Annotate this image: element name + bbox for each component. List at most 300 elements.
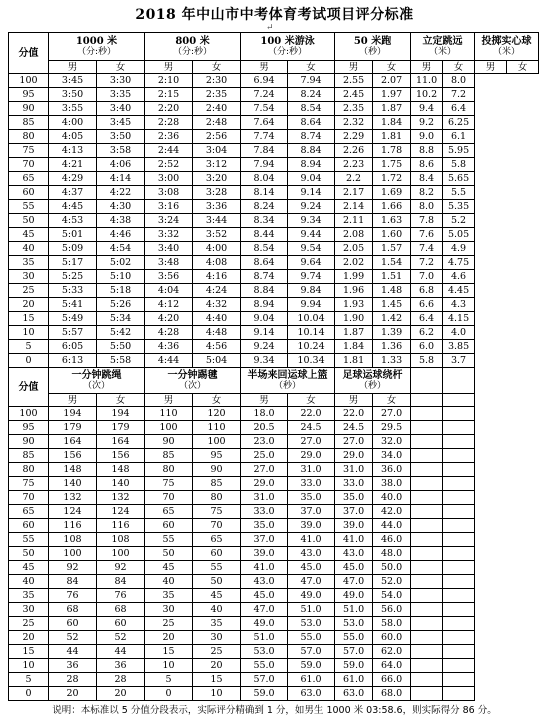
event-name: 足球运球绕杆 <box>342 369 403 381</box>
section1-header-row <box>9 33 539 61</box>
table-cell: 41.0 <box>241 561 288 575</box>
table-cell: 9.74 <box>288 270 335 284</box>
table-cell: 5:01 <box>49 228 97 242</box>
table-cell: 49.0 <box>335 589 373 603</box>
table-cell: 50 <box>145 547 193 561</box>
event-header <box>411 33 475 61</box>
table-cell: 2.07 <box>373 74 411 88</box>
table-cell: 2:30 <box>193 74 241 88</box>
table-cell: 4:38 <box>97 214 145 228</box>
table-cell: 36.0 <box>373 463 411 477</box>
table-row <box>9 687 539 701</box>
table-cell: 2:28 <box>145 116 193 130</box>
table-cell: 3:28 <box>193 186 241 200</box>
event-unit: （分:秒） <box>173 46 213 57</box>
table-cell: 20 <box>145 631 193 645</box>
table-cell: 4:28 <box>145 326 193 340</box>
score-cell: 30 <box>9 603 49 617</box>
score-cell: 5 <box>9 673 49 687</box>
score-cell: 55 <box>9 200 49 214</box>
table-cell: 11.0 <box>411 74 443 88</box>
table-row <box>9 312 539 326</box>
table-cell: 84 <box>97 575 145 589</box>
table-cell: 2.26 <box>335 144 373 158</box>
table-row <box>9 603 539 617</box>
table-cell: 5.5 <box>443 186 475 200</box>
event-header <box>241 368 335 394</box>
table-cell: 4.0 <box>443 326 475 340</box>
event-unit: （米） <box>429 46 457 57</box>
table-cell: 2.2 <box>335 172 373 186</box>
score-cell: 60 <box>9 186 49 200</box>
table-row <box>9 284 539 298</box>
empty-cell <box>443 603 475 617</box>
table-cell: 8.54 <box>288 102 335 116</box>
table-cell: 3:40 <box>145 242 193 256</box>
table-cell: 65 <box>145 505 193 519</box>
gender-male-label: 男 <box>241 394 288 407</box>
gender-male-label: 男 <box>335 61 373 74</box>
table-cell: 120 <box>193 407 241 421</box>
table-cell: 5:09 <box>49 242 97 256</box>
empty-cell <box>443 394 475 407</box>
table-cell: 5:49 <box>49 312 97 326</box>
table-cell: 9.54 <box>288 242 335 256</box>
score-cell: 50 <box>9 214 49 228</box>
score-cell: 100 <box>9 407 49 421</box>
table-cell: 24.5 <box>335 421 373 435</box>
table-cell: 3:40 <box>97 102 145 116</box>
table-cell: 75 <box>193 505 241 519</box>
table-cell: 110 <box>193 421 241 435</box>
table-cell: 68.0 <box>373 687 411 701</box>
score-cell: 60 <box>9 519 49 533</box>
event-name: 一分钟跳绳 <box>71 369 122 381</box>
table-cell: 37.0 <box>288 505 335 519</box>
table-cell: 5:57 <box>49 326 97 340</box>
table-cell: 20 <box>49 687 97 701</box>
table-cell: 9.2 <box>411 116 443 130</box>
score-cell: 35 <box>9 256 49 270</box>
table-cell: 27.0 <box>241 463 288 477</box>
table-cell: 148 <box>97 463 145 477</box>
score-cell: 50 <box>9 547 49 561</box>
table-cell: 9.44 <box>288 228 335 242</box>
table-cell: 43.0 <box>288 547 335 561</box>
table-cell: 35 <box>145 589 193 603</box>
table-cell: 10.2 <box>411 88 443 102</box>
table-cell: 20 <box>97 687 145 701</box>
table-cell: 48.0 <box>373 547 411 561</box>
table-cell: 31.0 <box>241 491 288 505</box>
table-cell: 6.2 <box>411 326 443 340</box>
table-row <box>9 88 539 102</box>
table-cell: 2.08 <box>335 228 373 242</box>
table-row <box>9 144 539 158</box>
empty-cell <box>411 561 443 575</box>
table-cell: 4:48 <box>193 326 241 340</box>
empty-cell <box>443 617 475 631</box>
table-row <box>9 228 539 242</box>
table-cell: 7.64 <box>241 116 288 130</box>
table-cell: 5:42 <box>97 326 145 340</box>
table-cell: 2.14 <box>335 200 373 214</box>
table-cell: 140 <box>97 477 145 491</box>
table-row <box>9 589 539 603</box>
table-row <box>9 491 539 505</box>
empty-cell <box>443 491 475 505</box>
paragraph-mark-icon: ↵ <box>266 23 274 33</box>
table-cell: 25 <box>145 617 193 631</box>
table-cell: 18.0 <box>241 407 288 421</box>
table-row <box>9 186 539 200</box>
table-cell: 5:18 <box>97 284 145 298</box>
score-column-header: 分值 <box>9 33 49 74</box>
table-cell: 1.87 <box>373 102 411 116</box>
table-cell: 108 <box>49 533 97 547</box>
empty-cell <box>411 505 443 519</box>
score-column-header: 分值 <box>9 368 49 407</box>
table-cell: 2:35 <box>193 88 241 102</box>
footnote: 说明：本标准以 5 分值分段表示，实际评分精确到 1 分，如男生 1000 米 03:58.6，则实际得分 86 分。 <box>52 705 497 716</box>
table-row <box>9 673 539 687</box>
score-cell: 40 <box>9 575 49 589</box>
table-cell: 2.29 <box>335 130 373 144</box>
table-cell: 10.14 <box>288 326 335 340</box>
event-name: 100 米游泳 <box>260 35 315 47</box>
table-cell: 8.24 <box>241 200 288 214</box>
table-cell: 7.74 <box>241 130 288 144</box>
score-cell: 5 <box>9 340 49 354</box>
table-cell: 148 <box>49 463 97 477</box>
table-cell: 1.66 <box>373 200 411 214</box>
table-cell: 7.0 <box>411 270 443 284</box>
table-cell: 42.0 <box>373 505 411 519</box>
table-cell: 3:04 <box>193 144 241 158</box>
empty-cell <box>443 421 475 435</box>
table-cell: 1.54 <box>373 256 411 270</box>
empty-cell <box>443 505 475 519</box>
table-cell: 1.33 <box>373 354 411 368</box>
table-row <box>9 298 539 312</box>
event-unit: （秒） <box>359 380 387 391</box>
table-cell: 5:34 <box>97 312 145 326</box>
score-cell: 15 <box>9 645 49 659</box>
empty-cell <box>411 645 443 659</box>
score-cell: 90 <box>9 102 49 116</box>
empty-cell <box>443 449 475 463</box>
table-cell: 60.0 <box>373 631 411 645</box>
gender-male-label: 男 <box>335 394 373 407</box>
table-cell: 61.0 <box>288 673 335 687</box>
table-cell: 31.0 <box>335 463 373 477</box>
table-cell: 2.17 <box>335 186 373 200</box>
event-unit: （分:秒） <box>268 46 308 57</box>
table-row <box>9 659 539 673</box>
table-cell: 5:02 <box>97 256 145 270</box>
score-cell: 80 <box>9 130 49 144</box>
table-cell: 7.94 <box>288 74 335 88</box>
table-row <box>9 449 539 463</box>
gender-female-label: 女 <box>193 394 241 407</box>
empty-cell <box>411 421 443 435</box>
table-cell: 32.0 <box>373 435 411 449</box>
table-cell: 164 <box>49 435 97 449</box>
table-cell: 100 <box>193 435 241 449</box>
table-row <box>9 116 539 130</box>
empty-cell <box>443 575 475 589</box>
table-row <box>9 617 539 631</box>
score-standard-table <box>8 32 539 701</box>
table-cell: 5:10 <box>97 270 145 284</box>
table-cell: 4.3 <box>443 298 475 312</box>
score-cell: 65 <box>9 505 49 519</box>
table-cell: 5:58 <box>97 354 145 368</box>
table-cell: 100 <box>145 421 193 435</box>
gender-male-label: 男 <box>411 61 443 74</box>
table-row <box>9 547 539 561</box>
gender-male-label: 男 <box>49 61 97 74</box>
score-cell: 30 <box>9 270 49 284</box>
table-cell: 4:46 <box>97 228 145 242</box>
table-cell: 54.0 <box>373 589 411 603</box>
table-cell: 1.60 <box>373 228 411 242</box>
table-cell: 6.94 <box>241 74 288 88</box>
table-cell: 179 <box>49 421 97 435</box>
event-unit: （次） <box>179 380 207 391</box>
gender-female-label: 女 <box>288 61 335 74</box>
table-cell: 8.8 <box>411 144 443 158</box>
empty-cell <box>411 687 443 701</box>
empty-cell <box>411 617 443 631</box>
table-cell: 7.24 <box>241 88 288 102</box>
table-cell: 35 <box>193 617 241 631</box>
score-cell: 0 <box>9 354 49 368</box>
table-cell: 100 <box>97 547 145 561</box>
table-cell: 194 <box>49 407 97 421</box>
table-cell: 56.0 <box>373 603 411 617</box>
table-cell: 4:29 <box>49 172 97 186</box>
score-cell: 25 <box>9 617 49 631</box>
table-row <box>9 421 539 435</box>
table-cell: 29.0 <box>288 449 335 463</box>
table-cell: 55 <box>145 533 193 547</box>
table-cell: 8.4 <box>411 172 443 186</box>
empty-cell <box>443 645 475 659</box>
table-cell: 3:36 <box>193 200 241 214</box>
table-cell: 1.36 <box>373 340 411 354</box>
table-cell: 60 <box>193 547 241 561</box>
table-cell: 3:30 <box>97 74 145 88</box>
table-cell: 92 <box>49 561 97 575</box>
table-cell: 4:05 <box>49 130 97 144</box>
table-cell: 5 <box>145 673 193 687</box>
table-cell: 3:58 <box>97 144 145 158</box>
table-cell: 1.39 <box>373 326 411 340</box>
gender-female-label: 女 <box>288 394 335 407</box>
gender-female-label: 女 <box>373 394 411 407</box>
table-cell: 4:00 <box>193 242 241 256</box>
table-cell: 45 <box>145 561 193 575</box>
table-cell: 6.6 <box>411 298 443 312</box>
table-cell: 33.0 <box>241 505 288 519</box>
table-cell: 4:24 <box>193 284 241 298</box>
event-header <box>145 33 241 61</box>
table-cell: 92 <box>97 561 145 575</box>
score-cell: 80 <box>9 463 49 477</box>
table-cell: 70 <box>193 519 241 533</box>
score-cell: 45 <box>9 228 49 242</box>
table-cell: 36 <box>49 659 97 673</box>
table-cell: 132 <box>49 491 97 505</box>
table-cell: 64.0 <box>373 659 411 673</box>
empty-cell <box>411 533 443 547</box>
table-cell: 8.84 <box>288 144 335 158</box>
table-cell: 3.7 <box>443 354 475 368</box>
table-row <box>9 270 539 284</box>
table-cell: 30 <box>145 603 193 617</box>
table-cell: 5.65 <box>443 172 475 186</box>
table-cell: 2:52 <box>145 158 193 172</box>
gender-female-label: 女 <box>507 61 539 74</box>
table-cell: 41.0 <box>288 533 335 547</box>
table-cell: 7.2 <box>411 256 443 270</box>
table-cell: 1.90 <box>335 312 373 326</box>
table-cell: 10.04 <box>288 312 335 326</box>
score-cell: 100 <box>9 74 49 88</box>
table-cell: 61.0 <box>335 673 373 687</box>
table-cell: 68 <box>97 603 145 617</box>
table-cell: 80 <box>145 463 193 477</box>
section1-gender-row <box>9 61 539 74</box>
table-cell: 30 <box>193 631 241 645</box>
event-unit: （秒） <box>359 46 387 57</box>
score-cell: 95 <box>9 88 49 102</box>
table-cell: 1.63 <box>373 214 411 228</box>
table-cell: 5.35 <box>443 200 475 214</box>
table-row <box>9 575 539 589</box>
empty-cell <box>411 673 443 687</box>
table-cell: 33.0 <box>288 477 335 491</box>
table-cell: 76 <box>49 589 97 603</box>
table-cell: 3:32 <box>145 228 193 242</box>
score-cell: 20 <box>9 631 49 645</box>
empty-cell <box>411 631 443 645</box>
empty-cell <box>443 631 475 645</box>
table-cell: 3:52 <box>193 228 241 242</box>
table-cell: 8.14 <box>241 186 288 200</box>
table-cell: 1.78 <box>373 144 411 158</box>
table-row <box>9 256 539 270</box>
table-cell: 6.4 <box>411 312 443 326</box>
table-cell: 53.0 <box>288 617 335 631</box>
table-cell: 7.94 <box>241 158 288 172</box>
table-cell: 52.0 <box>373 575 411 589</box>
table-cell: 0 <box>145 687 193 701</box>
empty-cell <box>411 435 443 449</box>
table-cell: 194 <box>97 407 145 421</box>
table-cell: 4:30 <box>97 200 145 214</box>
event-header <box>49 368 145 394</box>
table-cell: 1.72 <box>373 172 411 186</box>
table-cell: 2:40 <box>193 102 241 116</box>
table-cell: 29.0 <box>241 477 288 491</box>
table-cell: 44 <box>97 645 145 659</box>
table-cell: 3:50 <box>49 88 97 102</box>
score-cell: 90 <box>9 435 49 449</box>
event-unit: （米） <box>493 46 521 57</box>
table-cell: 39.0 <box>241 547 288 561</box>
table-cell: 4:54 <box>97 242 145 256</box>
event-name: 半场来回运球上篮 <box>247 369 328 381</box>
table-cell: 43.0 <box>241 575 288 589</box>
table-row <box>9 200 539 214</box>
table-cell: 3:50 <box>97 130 145 144</box>
table-cell: 9.14 <box>241 326 288 340</box>
table-cell: 40 <box>193 603 241 617</box>
score-cell: 10 <box>9 326 49 340</box>
table-cell: 108 <box>97 533 145 547</box>
table-cell: 3:35 <box>97 88 145 102</box>
table-cell: 4:04 <box>145 284 193 298</box>
table-cell: 156 <box>97 449 145 463</box>
table-cell: 2.35 <box>335 102 373 116</box>
table-cell: 3:08 <box>145 186 193 200</box>
table-cell: 95 <box>193 449 241 463</box>
table-cell: 4:36 <box>145 340 193 354</box>
table-cell: 76 <box>97 589 145 603</box>
table-cell: 50 <box>193 575 241 589</box>
table-cell: 22.0 <box>335 407 373 421</box>
empty-cell <box>443 673 475 687</box>
table-cell: 8.44 <box>241 228 288 242</box>
table-cell: 63.0 <box>335 687 373 701</box>
table-cell: 45.0 <box>241 589 288 603</box>
table-cell: 2.45 <box>335 88 373 102</box>
score-cell: 70 <box>9 158 49 172</box>
table-cell: 52 <box>49 631 97 645</box>
table-cell: 8.74 <box>288 130 335 144</box>
table-cell: 1.51 <box>373 270 411 284</box>
table-cell: 1.45 <box>373 298 411 312</box>
table-cell: 66.0 <box>373 673 411 687</box>
score-cell: 15 <box>9 312 49 326</box>
table-cell: 57.0 <box>288 645 335 659</box>
table-cell: 5:41 <box>49 298 97 312</box>
event-header <box>475 33 539 61</box>
table-cell: 9.0 <box>411 130 443 144</box>
table-row <box>9 435 539 449</box>
table-cell: 15 <box>193 673 241 687</box>
table-cell: 164 <box>97 435 145 449</box>
table-cell: 7.54 <box>241 102 288 116</box>
table-cell: 8.84 <box>241 284 288 298</box>
table-cell: 27.0 <box>373 407 411 421</box>
score-cell: 0 <box>9 687 49 701</box>
table-cell: 62.0 <box>373 645 411 659</box>
table-cell: 38.0 <box>373 477 411 491</box>
empty-cell <box>411 491 443 505</box>
table-cell: 27.0 <box>288 435 335 449</box>
table-cell: 3:12 <box>193 158 241 172</box>
event-name: 1000 米 <box>75 35 118 47</box>
gender-female-label: 女 <box>97 394 145 407</box>
table-cell: 1.48 <box>373 284 411 298</box>
table-row <box>9 477 539 491</box>
table-cell: 27.0 <box>335 435 373 449</box>
table-cell: 8.6 <box>411 158 443 172</box>
table-cell: 9.04 <box>288 172 335 186</box>
